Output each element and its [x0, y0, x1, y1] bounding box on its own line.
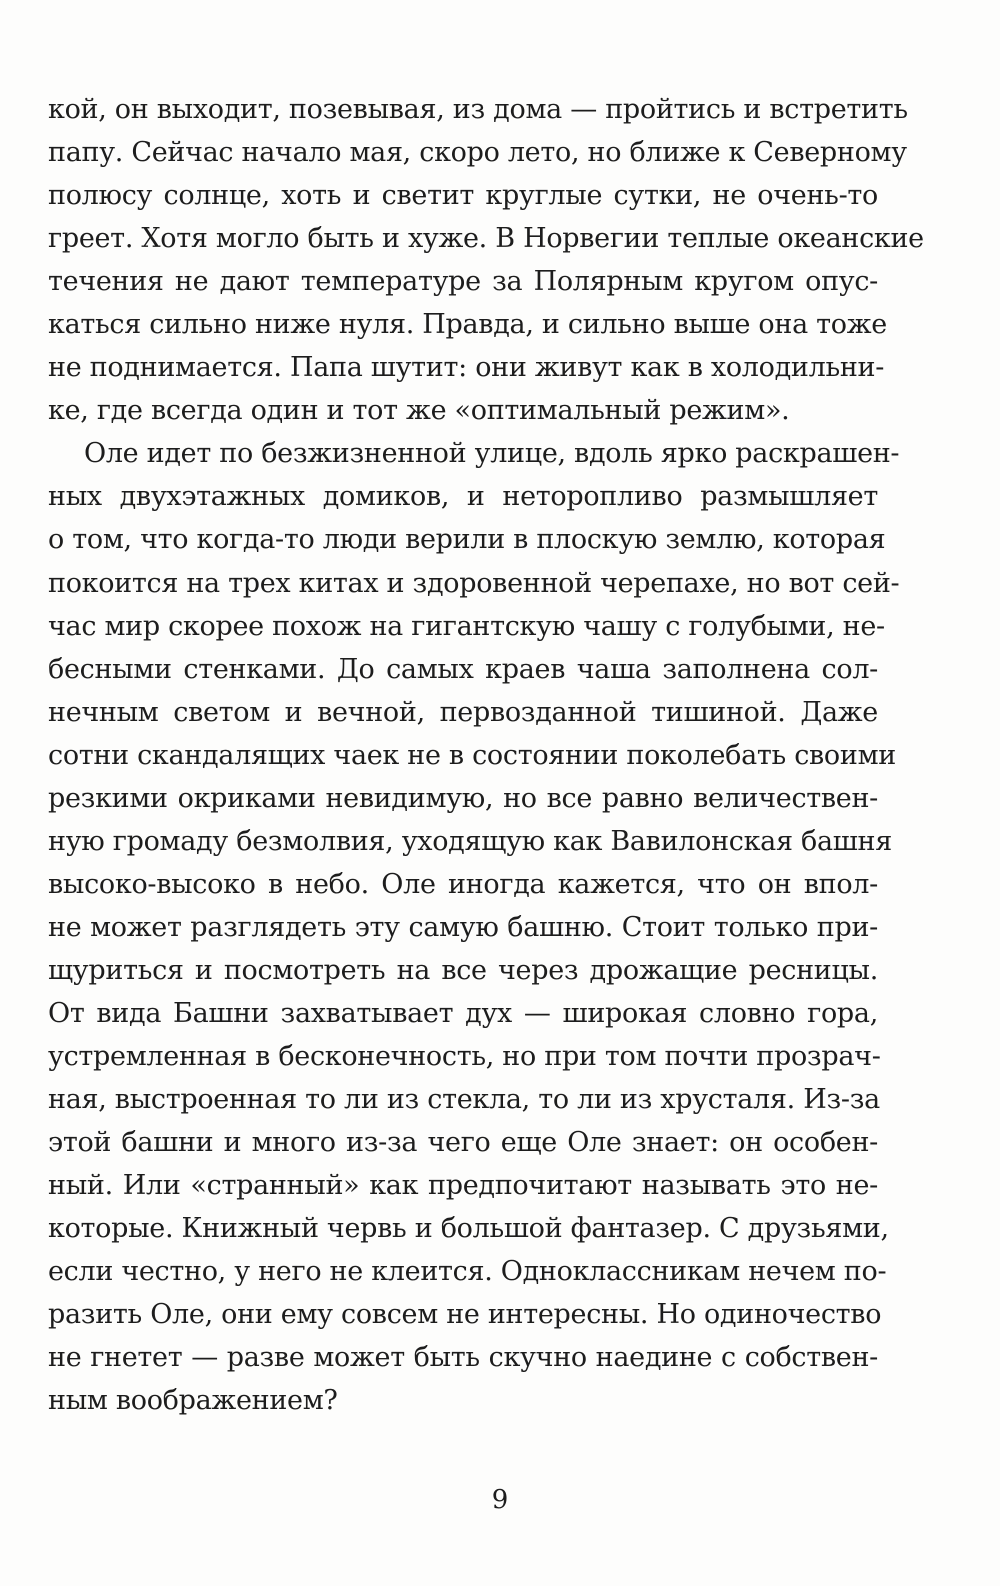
- text-line: папу. Сейчас начало мая, скоро лето, но ближе к Северному: [48, 137, 907, 169]
- page-number: 9: [491, 1485, 509, 1515]
- text-line: о том, что когда-то люди верили в плоскую землю, которая: [48, 524, 886, 556]
- text-line: резкими окриками невидимую, но все равно величествен-: [48, 782, 878, 814]
- text-line: ке, где всегда один и тот же «оптимальный режим».: [48, 395, 790, 427]
- text-line: не может разглядеть эту самую башню. Стоит только при-: [48, 911, 878, 943]
- text-line: Оле идет по безжизненной улице, вдоль ярко раскрашен-: [84, 438, 900, 470]
- text-line: нечным светом и вечной, первозданной тишиной. Даже: [48, 696, 878, 728]
- text-line: полюсу солнце, хоть и светит круглые сутки, не очень-то: [48, 180, 878, 212]
- text-line: щуриться и посмотреть на все через дрожащие ресницы.: [48, 954, 878, 986]
- text-line: ный. Или «странный» как предпочитают называть это не-: [48, 1170, 878, 1202]
- text-line: устремленная в бесконечность, но при том почти прозрач-: [48, 1041, 881, 1073]
- text-line: сотни скандалящих чаек не в состоянии поколебать своими: [48, 739, 896, 771]
- text-line: ным воображением?: [48, 1385, 338, 1417]
- text-line: кой, он выходит, позевывая, из дома — пройтись и встретить: [48, 94, 908, 125]
- text-line: ную громаду безмолвия, уходящую как Вавилонская башня: [48, 825, 892, 857]
- text-line: ная, выстроенная то ли из стекла, то ли из хрусталя. Из-за: [48, 1084, 880, 1116]
- text-line: высоко-высоко в небо. Оле иногда кажется, что он впол-: [48, 868, 878, 900]
- text-line: греет. Хотя могло быть и хуже. В Норвегии теплые океанские: [48, 223, 924, 255]
- text-line: не поднимается. Папа шутит: они живут как в холодильни-: [48, 352, 885, 384]
- text-line: которые. Книжный червь и большой фантазер. С друзьями,: [48, 1213, 889, 1245]
- text-line: каться сильно ниже нуля. Правда, и сильно выше она тоже: [48, 309, 887, 341]
- text-line: От вида Башни захватывает дух — широкая словно гора,: [48, 997, 878, 1029]
- text-line: час мир скорее похож на гигантскую чашу с голубыми, не-: [48, 610, 885, 642]
- text-line: не гнетет — разве может быть скучно наедине с собствен-: [48, 1342, 878, 1374]
- text-line: покоится на трех китах и здоровенной черепахе, но вот сей-: [48, 567, 900, 599]
- text-line: бесными стенками. До самых краев чаша заполнена сол-: [48, 653, 878, 685]
- body-text: [48, 88, 924, 1422]
- text-line: если честно, у него не клеится. Одноклассникам нечем по-: [48, 1256, 887, 1288]
- text-line: течения не дают температуре за Полярным кругом опус-: [48, 266, 878, 298]
- text-line: этой башни и много из-за чего еще Оле знает: он особен-: [48, 1127, 878, 1159]
- text-line: разить Оле, они ему совсем не интересны. Но одиночество: [48, 1299, 882, 1331]
- text-line: ных двухэтажных домиков, и неторопливо размышляет: [48, 481, 878, 513]
